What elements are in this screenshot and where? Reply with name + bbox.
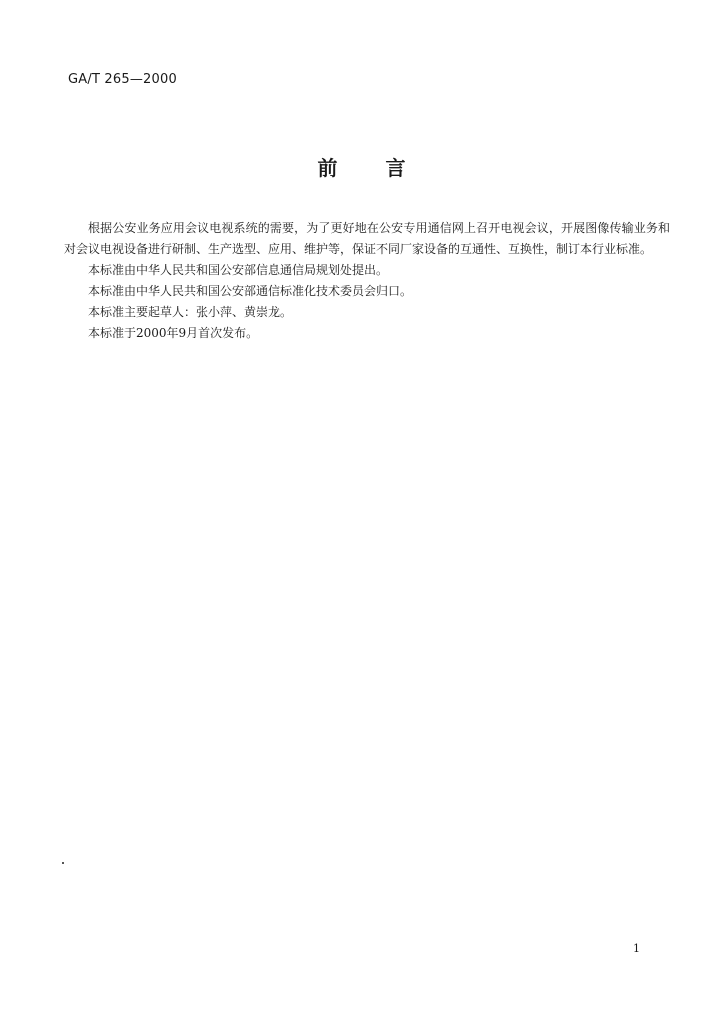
scan-speck [62,862,64,864]
foreword-body [64,218,670,344]
paragraph-purpose: 根据公安业务应用会议电视系统的需要，为了更好地在公安专用通信网上召开电视会议，开展图像传输业务和对会议电视设备进行研制、生产选型、应用、维护等，保证不同厂家设备的互通性、互换性，制订本行业标准。 [64,221,670,256]
paragraph-release: 本标准于2000年9月首次发布。 [88,326,259,340]
title-char-2: 言 [385,156,406,180]
page-number: 1 [633,942,640,955]
paragraph-proposer: 本标准由中华人民共和国公安部信息通信局规划处提出。 [88,263,389,277]
page-title [0,152,723,181]
title-char-1: 前 [317,156,338,180]
paragraph-drafters: 本标准主要起草人：张小萍、黄崇龙。 [88,305,293,319]
paragraph-administrator: 本标准由中华人民共和国公安部通信标准化技术委员会归口。 [88,284,413,298]
document-code: GA/T 265—2000 [68,72,177,87]
